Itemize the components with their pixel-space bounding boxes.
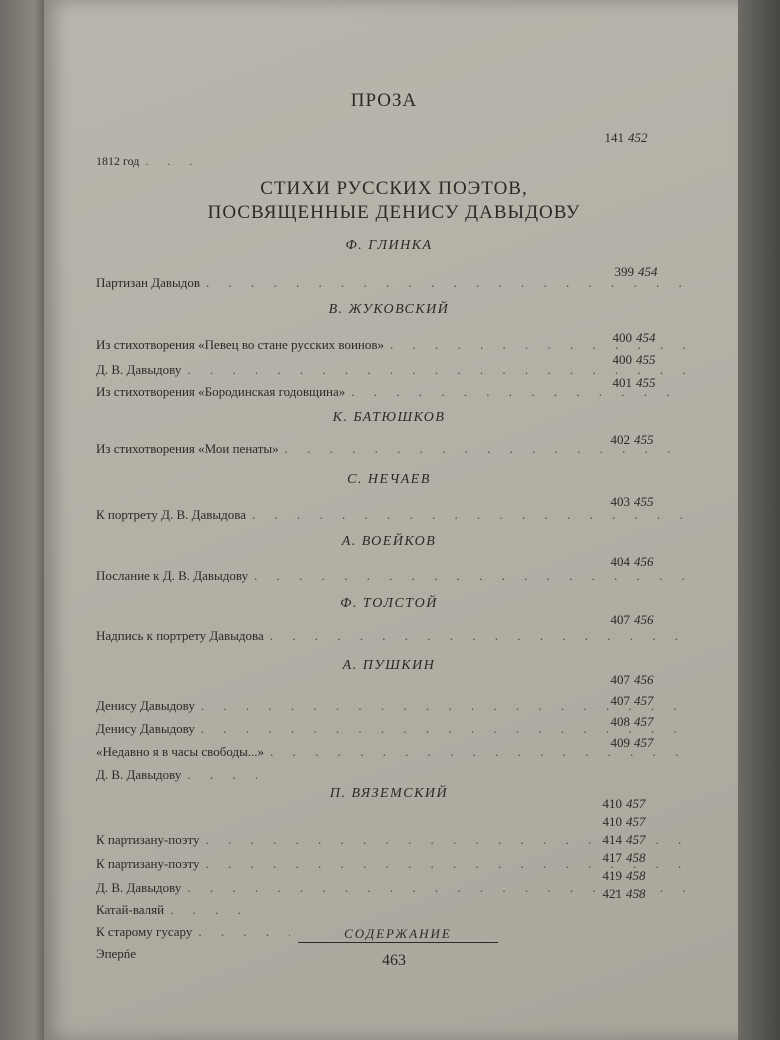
page-ref: 400 454 bbox=[612, 330, 656, 345]
page-ref: 409 457 bbox=[610, 735, 654, 750]
author-batyushkov: К. БАТЮШКОВ bbox=[332, 410, 446, 425]
toc-entry: К партизану-поэту . . . bbox=[96, 832, 696, 850]
section-poems-title-line1: СТИХИ РУССКИХ ПОЭТОВ, bbox=[260, 178, 528, 199]
author-glinka: Ф. ГЛИНКА bbox=[345, 238, 433, 253]
toc-entry: Катай-валяй . . . bbox=[96, 902, 266, 920]
toc-entry: Д. В. Давыдову . . . bbox=[96, 880, 696, 898]
toc-entry: Надпись к портрету Давыдова . . . bbox=[96, 628, 696, 646]
toc-entry: К партизану-поэту . . . bbox=[96, 856, 696, 874]
author-voeikov: А. ВОЕЙКОВ bbox=[341, 534, 437, 549]
toc-entry: К портрету Д. В. Давыдова . . . bbox=[96, 507, 696, 525]
toc-entry: Из стихотворения «Мои пенаты» . . . bbox=[96, 441, 696, 459]
toc-entry: К старому гусару . . . bbox=[96, 924, 296, 942]
toc-entry: Из стихотворения «Бородинская годовщина» . . . bbox=[96, 384, 696, 402]
page-ref: 421 458 bbox=[602, 886, 646, 901]
section-poems-title-line2: ПОСВЯЩЕННЫЕ ДЕНИСУ ДАВЫДОВУ bbox=[207, 202, 581, 223]
toc-entry: Денису Давыдову . . . bbox=[96, 698, 696, 716]
section-prose-title: ПРОЗА bbox=[350, 90, 418, 111]
book-page bbox=[44, 0, 744, 1040]
page-ref: 414 457 bbox=[602, 832, 646, 847]
page-ref: 399 454 bbox=[614, 264, 658, 279]
author-nechaev: С. НЕЧАЕВ bbox=[347, 472, 431, 487]
toc-entry: Партизан Давыдов . . . bbox=[96, 275, 696, 293]
toc-entry: Д. В. Давыдову . . . bbox=[96, 362, 696, 380]
page-ref: 417 458 bbox=[602, 850, 646, 865]
entry-title: 1812 год bbox=[96, 154, 140, 168]
page-ref: 410 457 bbox=[602, 814, 646, 829]
page-ref: 403 455 bbox=[610, 494, 654, 509]
page-ref: 410 457 bbox=[602, 796, 646, 811]
toc-entry: Денису Давыдову . . . bbox=[96, 721, 696, 739]
toc-entry: Послание к Д. В. Давыдову . . . bbox=[96, 568, 696, 586]
author-tolstoy: Ф. ТОЛСТОЙ bbox=[340, 596, 438, 611]
page-ref: 408 457 bbox=[610, 714, 654, 729]
author-pushkin: А. ПУШКИН bbox=[342, 658, 436, 673]
author-vyazemsky: П. ВЯЗЕМСКИЙ bbox=[329, 786, 449, 801]
page-ref-prose: 141 452 bbox=[604, 130, 648, 145]
page-ref: 400 455 bbox=[612, 352, 656, 367]
page-number: 463 bbox=[382, 952, 406, 969]
left-page-edge bbox=[0, 0, 48, 1040]
page-ref: 419 458 bbox=[602, 868, 646, 883]
page-ref: 407 456 bbox=[610, 612, 654, 627]
page-ref: 407 457 bbox=[610, 693, 654, 708]
author-zhukovsky: В. ЖУКОВСКИЙ bbox=[328, 302, 450, 317]
running-footer-title: СОДЕРЖАНИЕ bbox=[298, 926, 498, 943]
page-ref: 404 456 bbox=[610, 554, 654, 569]
toc-entry: «Недавно я в часы свободы...» . . . bbox=[96, 744, 696, 762]
page-ref: 401 455 bbox=[612, 375, 656, 390]
toc-entry: Из стихотворения «Певец во стане русских воинов» . . . bbox=[96, 337, 696, 355]
entry-1812 bbox=[96, 154, 216, 172]
page-ref: 407 456 bbox=[610, 672, 654, 687]
page-ref: 402 455 bbox=[610, 432, 654, 447]
right-page-edge bbox=[738, 0, 780, 1040]
toc-entry: Д. В. Давыдову . . . bbox=[96, 767, 276, 785]
toc-entry: Эперńе bbox=[96, 946, 137, 961]
